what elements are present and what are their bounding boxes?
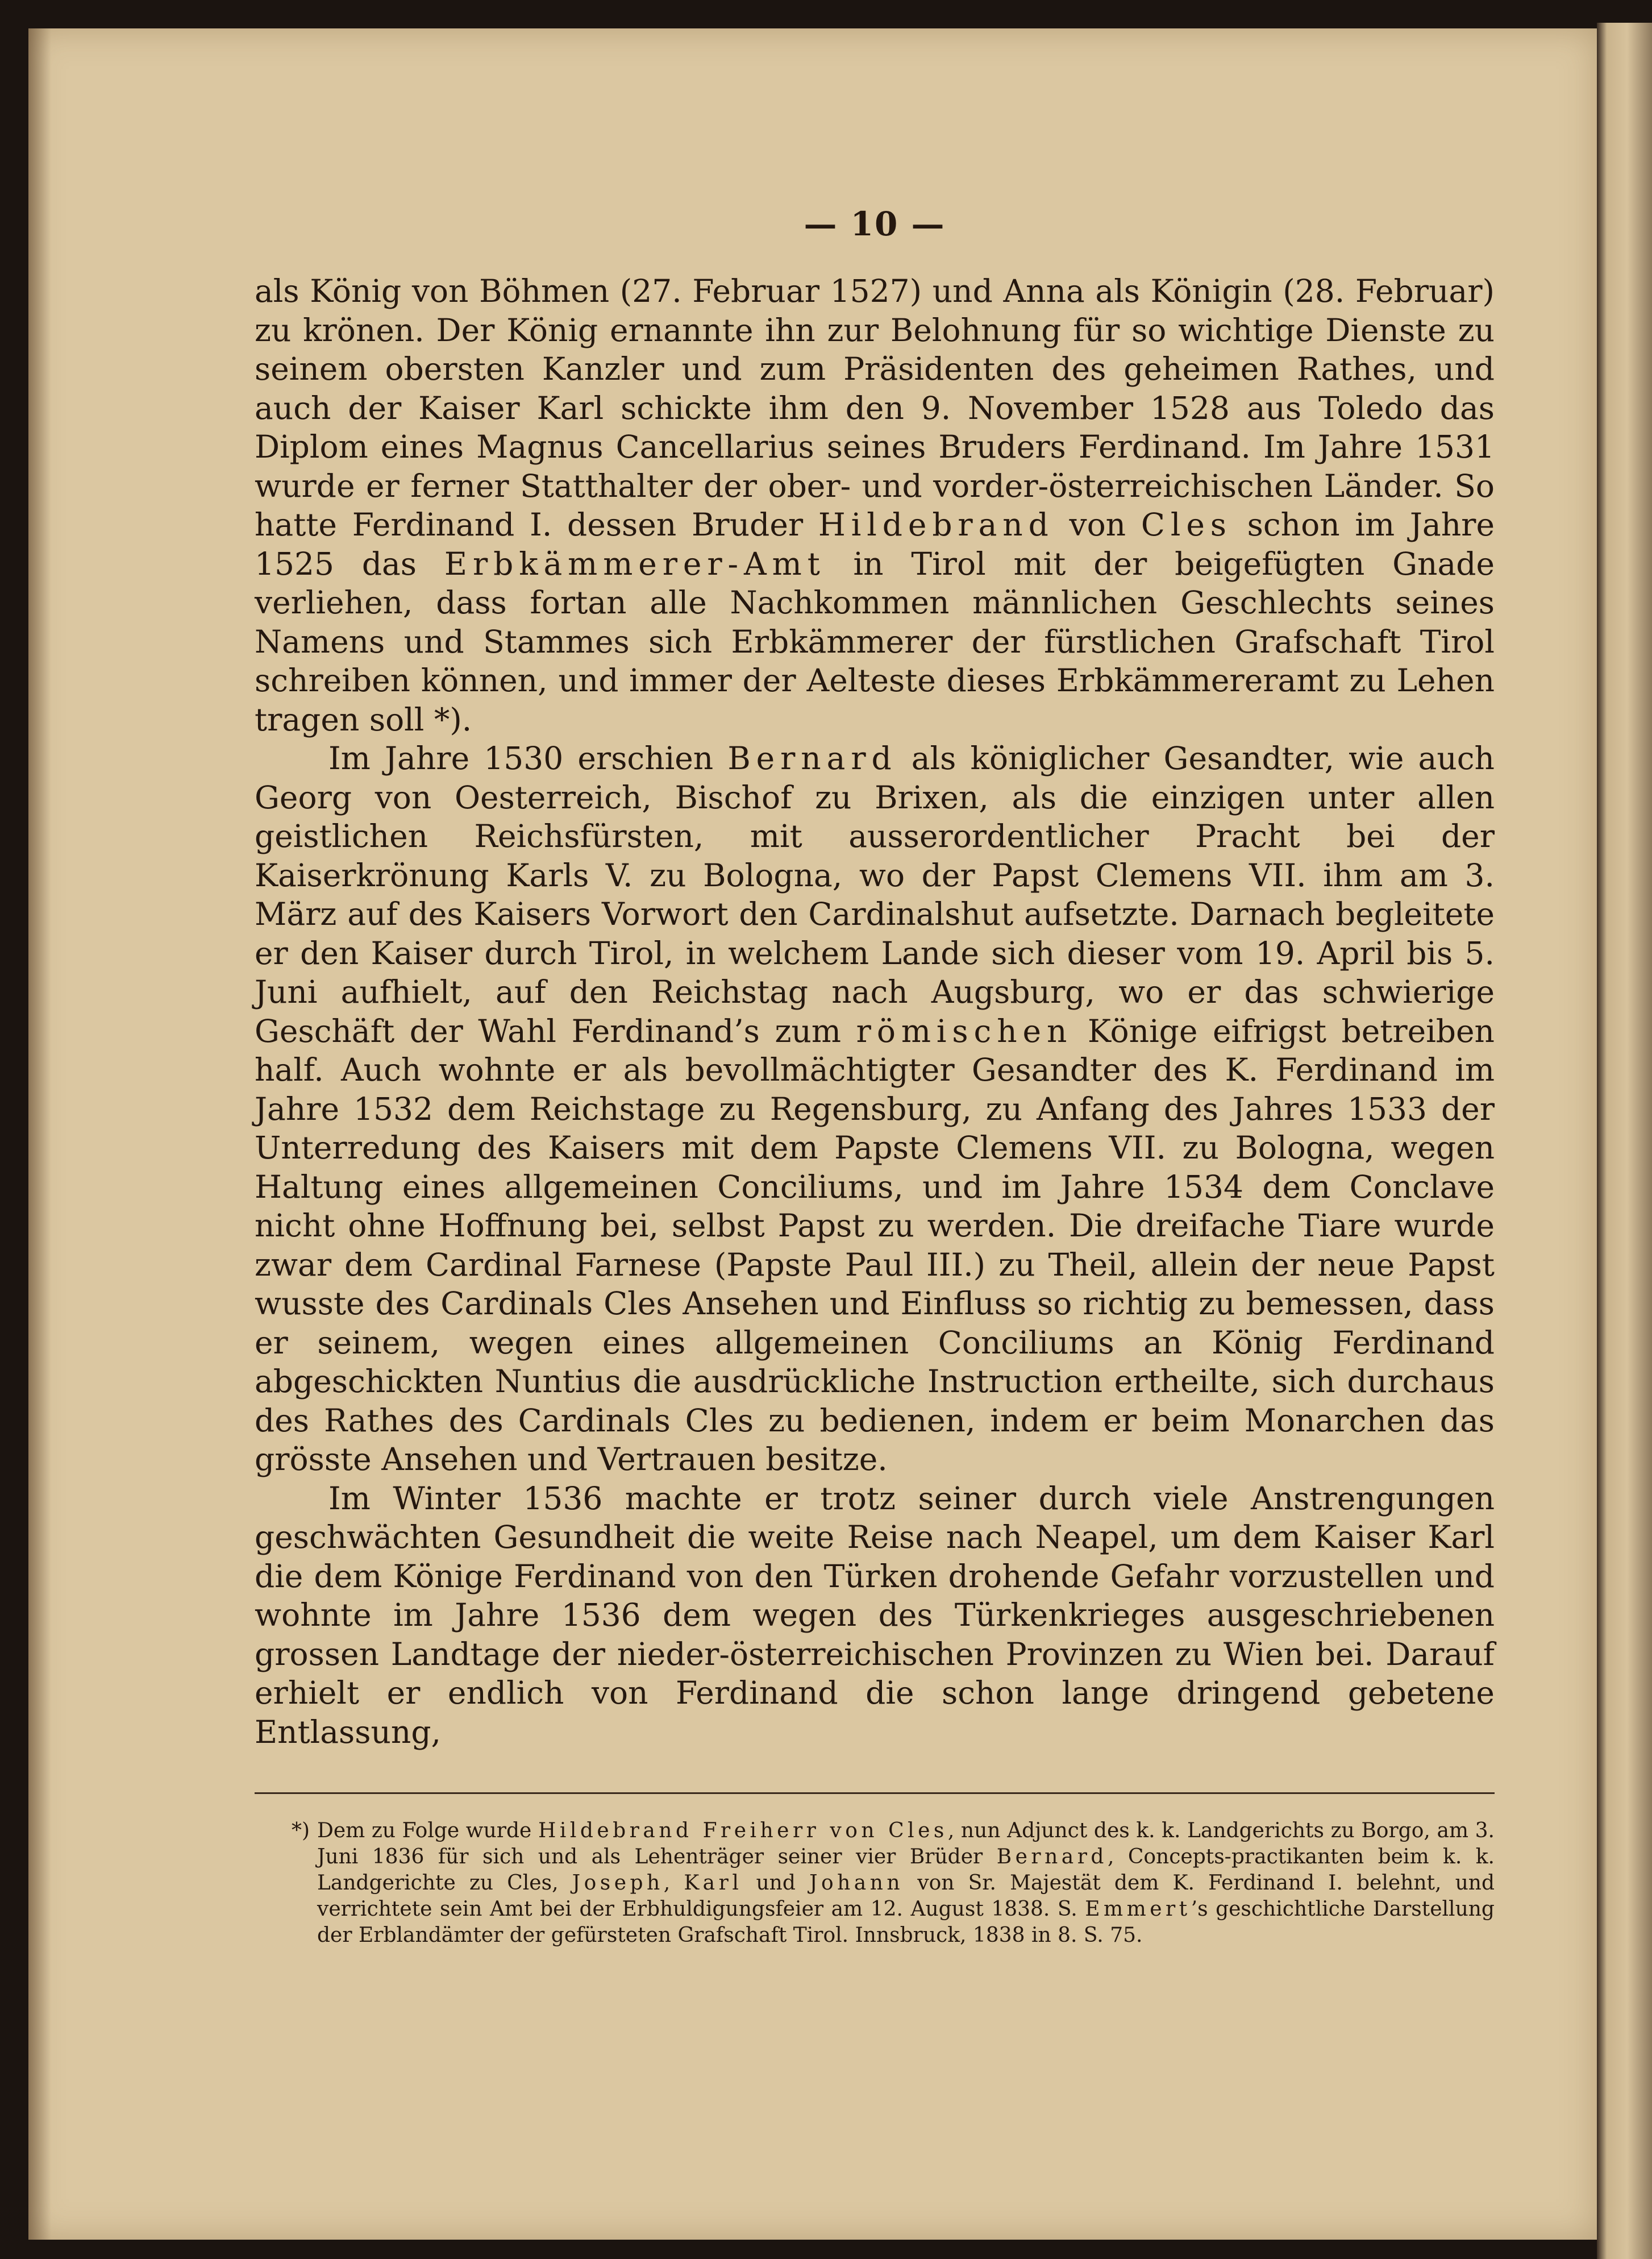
- footnote-text-3: , Concepts-practikanten beim k. k. Landgerichte zu Cles,: [317, 1845, 1495, 1895]
- footnote-spaced-emmert: Emmert: [1085, 1897, 1191, 1921]
- paragraph-1: [255, 272, 1495, 739]
- footnote-text-2: , nun Adjunct des k. k. Landgerichts zu Borgo, am 3. Juni 1836 für sich und als Lehenträger seiner vier Brüder: [317, 1819, 1495, 1868]
- spaced-term-erbkaemmerer-amt: Erbkämmerer-Amt: [444, 545, 826, 582]
- spaced-name-cles: Cles: [1141, 506, 1232, 543]
- paragraph-1-text-3: schon im Jahre 1525 das: [255, 506, 1495, 582]
- paragraph-1-text-4: in Tirol mit der beigefügten Gnade verliehen, dass fortan alle Nachkommen männlichen Geschlechts seines Namens und Stammes sich Erbkämmerer der fürstlichen Grafschaft Tirol schreiben können, und immer der Aelteste dieses Erbkämmereramt zu Lehen tragen soll *).: [255, 545, 1495, 738]
- footnote-spaced-bernard: Bernard: [996, 1845, 1108, 1868]
- footnote-mark: *): [292, 1819, 310, 1842]
- footnote-spaced-karl: Karl: [684, 1871, 743, 1895]
- footnote-text-5: und: [742, 1871, 810, 1895]
- footnote: [255, 1818, 1495, 1949]
- footnote-text-1: Dem zu Folge wurde: [317, 1819, 538, 1842]
- body-text: [255, 272, 1495, 1751]
- paragraph-3: [255, 1479, 1495, 1752]
- paragraph-2: [255, 739, 1495, 1479]
- paragraph-2-text-3: Könige eifrigst betreiben half. Auch wohnte er als bevollmächtigter Gesandter des K. Ferdinand im Jahre 1532 dem Reichstage zu Regensburg, zu Anfang des Jahres 1533 der Unterredung des Kaisers mit dem Papste Clemens VII. zu Bologna, wegen Haltung eines allgemeinen Conciliums, und im Jahre 1534 dem Conclave nicht ohne Hoffnung bei, selbst Papst zu werden. Die dreifache Tiare wurde zwar dem Cardinal Farnese (Papste Paul III.) zu Theil, allein der neue Papst wusste des Cardinals Cles Ansehen und Einfluss so richtig zu bemessen, dass er seinem, wegen eines allgemeinen Conciliums an König Ferdinand abgeschickten Nuntius die ausdrückliche Instruction ertheilte, sich durchaus des Rathes des Cardinals Cles zu bedienen, indem er beim Monarchen das grösste Ansehen und Vertrauen besitze.: [255, 1012, 1495, 1477]
- page-content: [255, 205, 1495, 1949]
- spaced-name-bernard: Bernard: [727, 740, 897, 776]
- paragraph-1-text-2: von: [1054, 506, 1141, 543]
- footnote-spaced-johann: Johann: [809, 1871, 904, 1895]
- footnote-spaced-joseph: Joseph: [572, 1871, 664, 1895]
- page-number: — 10 —: [804, 205, 946, 243]
- spaced-name-hildebrand: Hildebrand: [818, 506, 1054, 543]
- spaced-term-roemischen: römischen: [856, 1012, 1073, 1049]
- binding-shadow: [28, 28, 51, 2240]
- paragraph-1-text-1: als König von Böhmen (27. Februar 1527) und Anna als Königin (28. Februar) zu krönen. Der König ernannte ihn zur Belohnung für so wichtige Dienste zu seinem obersten Kanzler und zum Präsidenten des geheimen Rathes, und auch der Kaiser Karl schickte ihm den 9. November 1528 aus Toledo das Diplom eines Magnus Cancellarius seines Bruders Ferdinand. Im Jahre 1531 wurde er ferner Statthalter der ober- und vorder-österreichischen Länder. So hatte Ferdinand I. dessen Bruder: [255, 273, 1495, 543]
- page-edge: [1597, 23, 1652, 2259]
- footnote-text-6: von Sr. Majestät dem K. Ferdinand I. belehnt, und verrichtete sein Amt bei der Erbhuldigungsfeier am 12. August 1838. S.: [317, 1871, 1495, 1921]
- paragraph-2-text-2: als königlicher Gesandter, wie auch Georg von Oesterreich, Bischof zu Brixen, als die einzigen unter allen geistlichen Reichsfürsten, mit ausserordentlicher Pracht bei der Kaiserkrönung Karls V. zu Bologna, wo der Papst Clemens VII. ihm am 3. März auf des Kaisers Vorwort den Cardinalshut aufsetzte. Darnach begleitete er den Kaiser durch Tirol, in welchem Lande sich dieser vom 19. April bis 5. Juni aufhielt, auf den Reichstag nach Augsburg, wo er das schwierige Geschäft der Wahl Ferdinand’s zum: [255, 740, 1495, 1049]
- footnote-spaced-hildebrand: Hildebrand Freiherr von Cles: [538, 1819, 948, 1842]
- footnote-text-4: ,: [663, 1871, 684, 1895]
- paragraph-2-text-1: Im Jahre 1530 erschien: [328, 740, 728, 776]
- paragraph-3-text-1: Im Winter 1536 machte er trotz seiner durch viele Anstrengungen geschwächten Gesundheit die weite Reise nach Neapel, um dem Kaiser Karl die dem Könige Ferdinand von den Türken drohende Gefahr vorzustellen und wohnte im Jahre 1536 dem wegen des Türkenkrieges ausgeschriebenen grossen Landtage der nieder-österreichischen Provinzen zu Wien bei. Darauf erhielt er endlich von Ferdinand die schon lange dringend gebetene Entlassung,: [255, 1480, 1495, 1750]
- footnote-text-7: ’s geschichtliche Darstellung der Erblandämter der gefürsteten Grafschaft Tirol. Innsbruck, 1838 in 8. S. 75.: [317, 1897, 1495, 1947]
- footnote-divider: [255, 1792, 1495, 1794]
